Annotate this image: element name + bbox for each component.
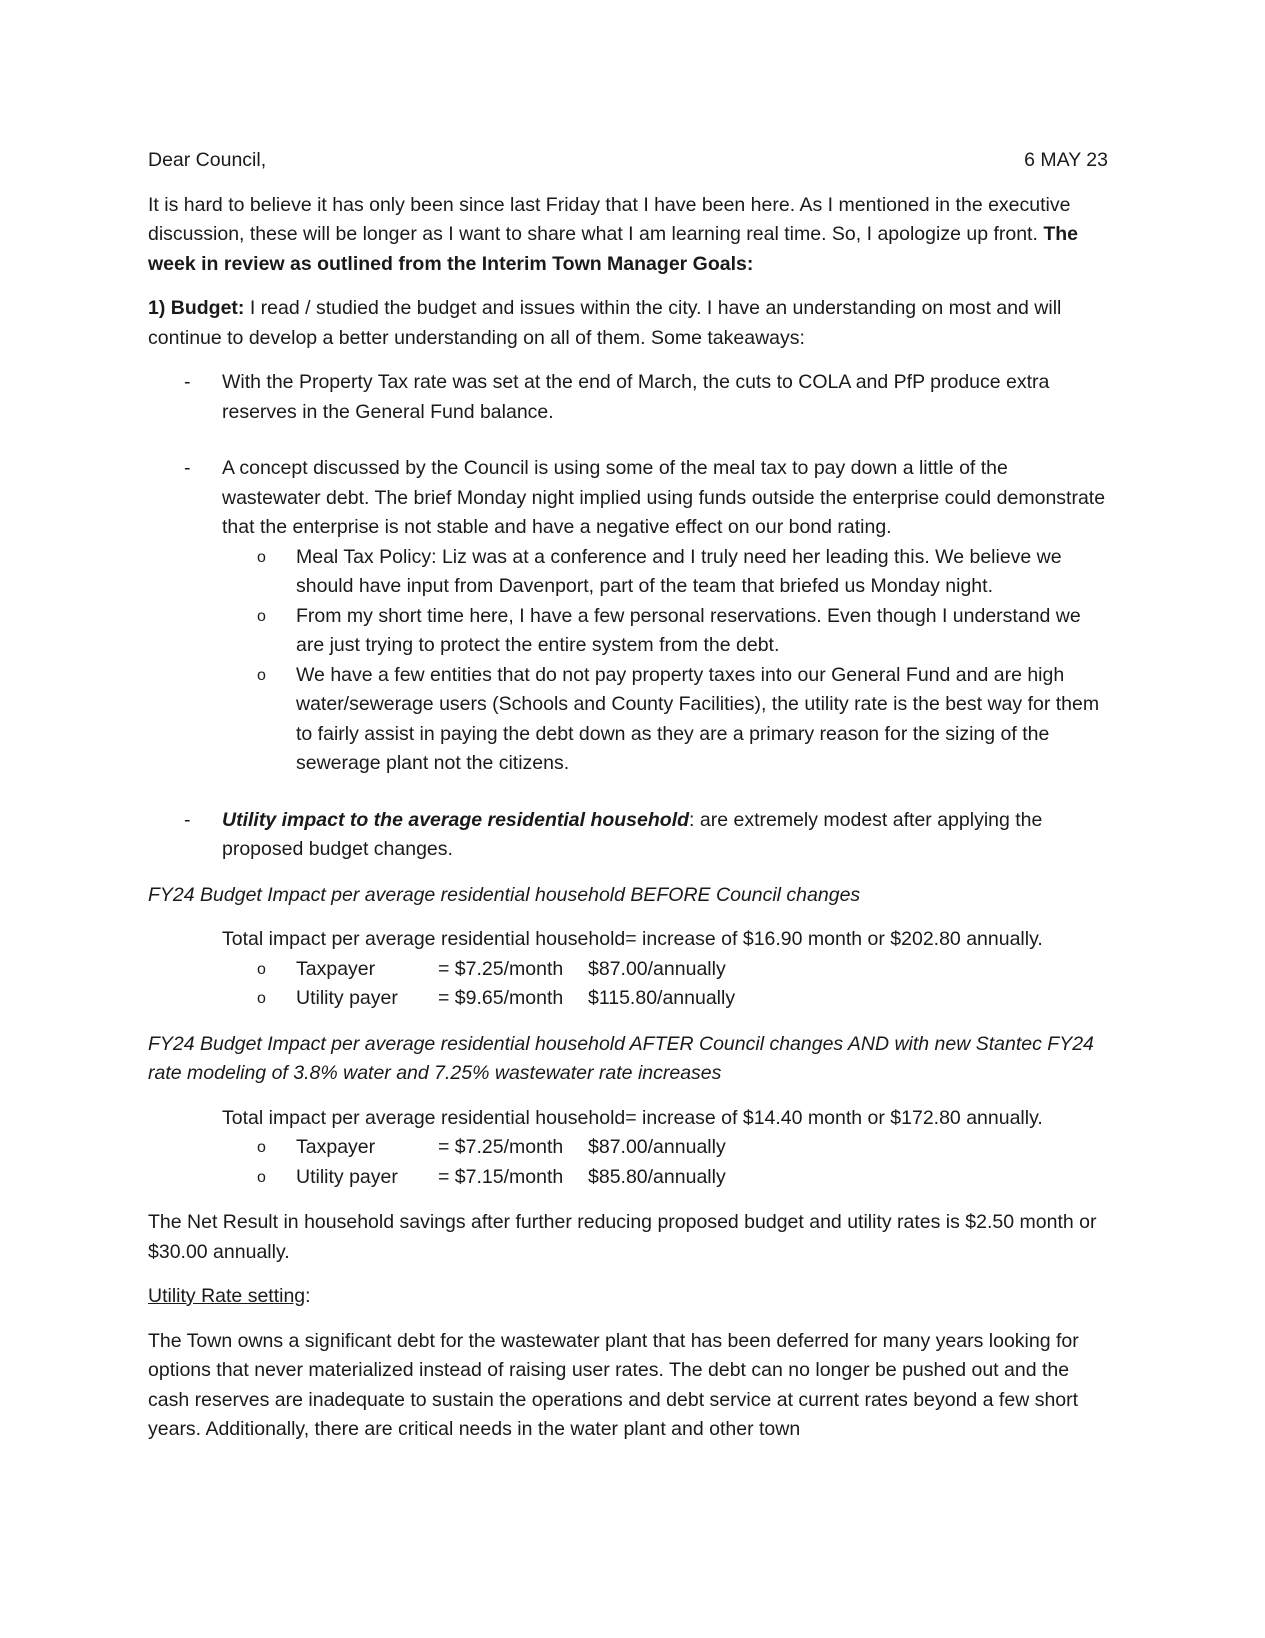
letter-page: [148, 146, 1108, 1460]
sub-point-item: [148, 543, 1108, 602]
monthly-amount: = $7.25/month: [438, 957, 564, 980]
impact-row: [148, 984, 1108, 1014]
budget-heading: 1) Budget:: [148, 297, 245, 319]
utility-impact-heading: Utility impact to the average residential household: [222, 808, 690, 831]
bullet-marker: o: [257, 1168, 266, 1186]
bullet-marker: o: [257, 607, 266, 625]
bullet-marker: o: [257, 960, 266, 978]
dash-marker: -: [184, 371, 191, 393]
payer-label: Utility payer: [296, 987, 398, 1009]
utility-rate-paragraph: The Town owns a significant debt for the wastewater plant that has been deferred for many years looking for options that never materialized instead of raising user rates. The debt can no longer be pushed out and the cash reserves are inadequate to sustain the operations and debt service at current rates beyond a few short years. Additionally, there are critical needs in the water plant and other town: [148, 1329, 1079, 1440]
takeaway-item: [148, 454, 1108, 543]
annual-amount: $87.00/annually: [588, 1136, 726, 1158]
takeaway-text: With the Property Tax rate was set at the end of March, the cuts to COLA and PfP produce extra reserves in the General Fund balance.: [222, 371, 1050, 423]
bullet-marker: o: [257, 548, 266, 566]
utility-rate-colon: :: [305, 1285, 311, 1307]
net-result-paragraph: The Net Result in household savings after further reducing proposed budget and utility rates is $2.50 month or $30.00 annually.: [148, 1211, 1097, 1263]
sub-point-text: Meal Tax Policy: Liz was at a conference and I truly need her leading this. We believe we should have input from Davenport, part of the team that briefed us Monday night.: [296, 545, 1062, 597]
monthly-amount: = $7.15/month: [438, 1165, 564, 1188]
utility-rate-heading-line: [148, 1282, 1108, 1312]
monthly-amount: = $7.25/month: [438, 1136, 564, 1158]
sub-point-text: From my short time here, I have a few personal reservations. Even though I understand we are just trying to protect the entire system from the debt.: [296, 604, 1081, 656]
annual-amount: $85.80/annually: [588, 1165, 726, 1188]
impact-row: [148, 1133, 1108, 1163]
after-total: Total impact per average residential household= increase of $14.40 month or $172.80 annually.: [222, 1106, 1043, 1129]
before-impact-block: [148, 925, 1108, 1014]
intro-bold-text: The week in review as outlined from the Interim Town Manager Goals:: [148, 223, 1078, 275]
after-impact-block: [148, 1104, 1108, 1193]
payer-label: Utility payer: [296, 1165, 398, 1188]
impact-row: [148, 955, 1108, 985]
before-total: Total impact per average residential household= increase of $16.90 month or $202.80 annually.: [222, 928, 1043, 950]
letter-header: [148, 146, 1108, 176]
budget-text: I read / studied the budget and issues within the city. I have an understanding on most and will continue to develop a better understanding on all of them. Some takeaways:: [148, 297, 1062, 349]
intro-paragraph: [148, 191, 1108, 280]
letter-date: 6 MAY 23: [1024, 149, 1108, 171]
payer-label: Taxpayer: [296, 1136, 376, 1158]
after-heading: FY24 Budget Impact per average residential household AFTER Council changes AND with new Stantec FY24 rate modeling of 3.8% water and 7.25% wastewater rate increases: [148, 1032, 1094, 1084]
dash-marker: -: [184, 457, 191, 479]
payer-label: Taxpayer: [296, 957, 376, 980]
intro-text: It is hard to believe it has only been since last Friday that I have been here. As I mentioned in the executive discussion, these will be longer as I want to share what I am learning real time. So, I apologize up front.: [148, 193, 1071, 245]
impact-row: [148, 1163, 1108, 1193]
utility-impact-text: : are extremely modest after applying the proposed budget changes.: [222, 808, 1043, 860]
annual-amount: $87.00/annually: [588, 957, 726, 980]
annual-amount: $115.80/annually: [588, 987, 736, 1009]
takeaway-text: A concept discussed by the Council is using some of the meal tax to pay down a little of the wastewater debt. The brief Monday night implied using funds outside the enterprise could demonstrate that the enterprise is not stable and have a negative effect on our bond rating.: [222, 457, 1106, 538]
salutation: Dear Council,: [148, 149, 267, 171]
bullet-marker: o: [257, 1139, 266, 1156]
utility-rate-heading: Utility Rate setting: [148, 1285, 306, 1307]
before-heading: FY24 Budget Impact per average residential household BEFORE Council changes: [148, 883, 861, 906]
takeaway-item: [148, 368, 1108, 427]
sub-point-list: [148, 543, 1108, 779]
monthly-amount: = $9.65/month: [438, 987, 564, 1009]
bullet-marker: o: [257, 990, 266, 1007]
budget-paragraph: [148, 294, 1108, 353]
sub-point-text: We have a few entities that do not pay property taxes into our General Fund and are high water/sewerage users (Schools and County Facilities), the utility rate is the best way for them to fairly assist in paying the debt down as they are a primary reason for the sizing of the sewerage plant not the citizens.: [296, 663, 1100, 774]
sub-point-item: [148, 602, 1108, 661]
bullet-marker: o: [257, 666, 266, 684]
takeaway-item: [148, 806, 1108, 865]
sub-point-item: [148, 661, 1108, 779]
dash-marker: -: [184, 808, 191, 831]
